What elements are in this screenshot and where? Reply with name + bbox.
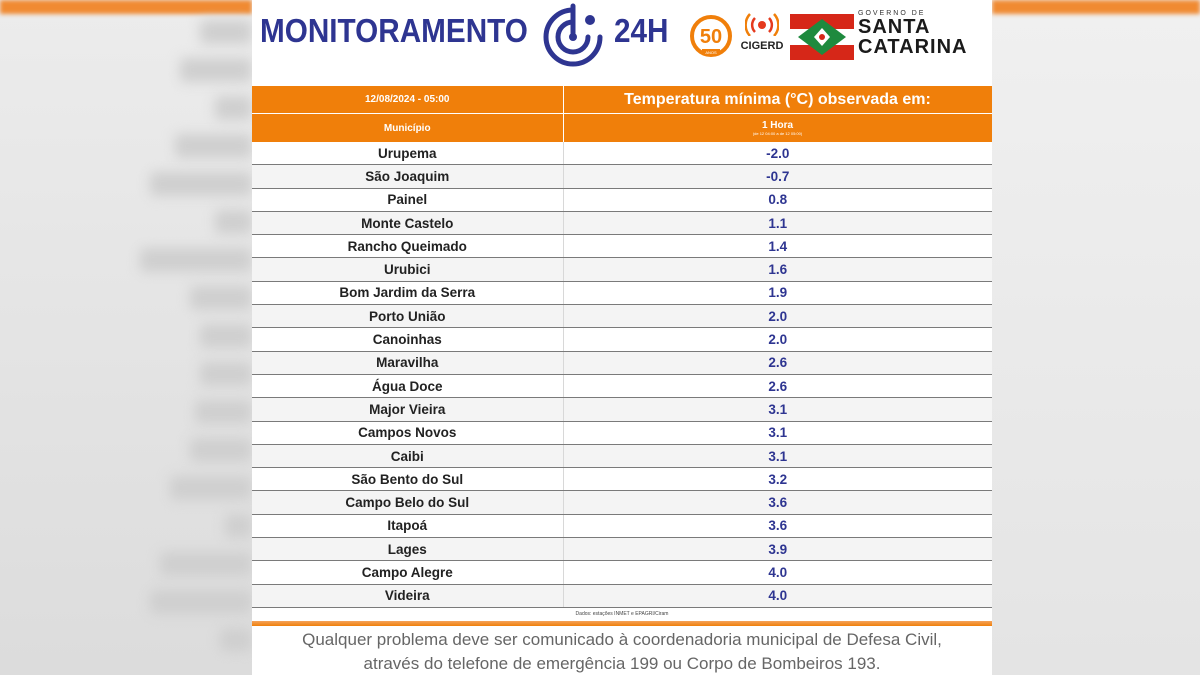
municipio-name: Major Vieira bbox=[252, 398, 563, 421]
min-temperature-value: -0.7 bbox=[563, 165, 992, 188]
column-header-municipio: Município bbox=[252, 114, 563, 143]
table-row bbox=[252, 211, 992, 234]
monitoring-radar-icon bbox=[538, 2, 608, 72]
min-temperature-value: 4.0 bbox=[563, 584, 992, 607]
table-row bbox=[252, 421, 992, 444]
data-source-note: Dados: estações INMET e EPAGRI/Ciram bbox=[575, 611, 669, 617]
background-orange-strip-right bbox=[992, 0, 1200, 14]
santa-catarina-flag bbox=[790, 14, 854, 60]
table-row bbox=[252, 374, 992, 397]
municipio-name: Campo Alegre bbox=[252, 561, 563, 584]
table-title: Temperatura mínima (°C) observada em: bbox=[563, 86, 992, 114]
table-row bbox=[252, 491, 992, 514]
table-row bbox=[252, 351, 992, 374]
municipio-name: Maravilha bbox=[252, 351, 563, 374]
background-blur-right bbox=[992, 0, 1200, 675]
svg-text:50: 50 bbox=[699, 26, 723, 48]
min-temperature-value: 3.1 bbox=[563, 421, 992, 444]
min-temperature-value: 1.4 bbox=[563, 235, 992, 258]
background-blurred-lines bbox=[0, 20, 252, 666]
report-header bbox=[252, 0, 992, 86]
table-row bbox=[252, 281, 992, 304]
table-row bbox=[252, 398, 992, 421]
min-temperature-value: 3.9 bbox=[563, 538, 992, 561]
cigerd-logo: CIGERD bbox=[738, 12, 786, 58]
table-row bbox=[252, 235, 992, 258]
state-government-wordmark: GOVERNO DE SANTA CATARINA bbox=[858, 10, 968, 58]
min-temperature-value: 3.6 bbox=[563, 491, 992, 514]
table-row bbox=[252, 328, 992, 351]
table-row bbox=[252, 584, 992, 607]
footer-divider bbox=[252, 621, 992, 626]
report-datetime: 12/08/2024 - 05:00 bbox=[252, 86, 563, 114]
signal-waves-icon bbox=[745, 12, 779, 36]
table-row bbox=[252, 444, 992, 467]
footer-notice bbox=[252, 628, 992, 675]
municipio-name: Campo Belo do Sul bbox=[252, 491, 563, 514]
brand-title: MONITORAMENTO bbox=[260, 12, 528, 49]
municipio-name: Porto União bbox=[252, 305, 563, 328]
table-row bbox=[252, 142, 992, 165]
min-temperature-value: 4.0 bbox=[563, 561, 992, 584]
min-temperature-value: 2.6 bbox=[563, 351, 992, 374]
table-row bbox=[252, 538, 992, 561]
min-temperature-value: 1.1 bbox=[563, 211, 992, 234]
municipio-name: Urupema bbox=[252, 142, 563, 165]
municipio-name: Urubici bbox=[252, 258, 563, 281]
column-header-period bbox=[563, 114, 992, 143]
municipio-name: Videira bbox=[252, 584, 563, 607]
background-blur-left bbox=[0, 0, 252, 675]
brand-24h: 24H bbox=[614, 12, 669, 49]
min-temperature-value: 1.6 bbox=[563, 258, 992, 281]
municipio-name: Itapoá bbox=[252, 514, 563, 537]
footer-line-1: Qualquer problema deve ser comunicado à coordenadoria municipal de Defesa Civil, bbox=[302, 630, 942, 649]
municipio-name: Rancho Queimado bbox=[252, 235, 563, 258]
min-temperature-value: 3.2 bbox=[563, 468, 992, 491]
table-row bbox=[252, 514, 992, 537]
municipio-name: Lages bbox=[252, 538, 563, 561]
table-row bbox=[252, 188, 992, 211]
municipio-name: São Joaquim bbox=[252, 165, 563, 188]
min-temperature-value: 0.8 bbox=[563, 188, 992, 211]
min-temperature-value: 1.9 bbox=[563, 281, 992, 304]
svg-text:ANOS: ANOS bbox=[705, 50, 717, 55]
table-header-row bbox=[252, 86, 992, 114]
municipio-name: São Bento do Sul bbox=[252, 468, 563, 491]
min-temperature-value: -2.0 bbox=[563, 142, 992, 165]
temperature-report-card bbox=[252, 0, 992, 675]
municipio-name: Monte Castelo bbox=[252, 211, 563, 234]
period-range: (de 12 04:00 a de 12 05:00) bbox=[752, 130, 803, 136]
table-row bbox=[252, 468, 992, 491]
background-orange-strip bbox=[0, 0, 252, 14]
min-temperature-value: 2.6 bbox=[563, 374, 992, 397]
table-row bbox=[252, 561, 992, 584]
min-temperature-value: 2.0 bbox=[563, 305, 992, 328]
min-temperature-value: 3.1 bbox=[563, 444, 992, 467]
table-row bbox=[252, 305, 992, 328]
table-subheader-row bbox=[252, 114, 992, 143]
period-label: 1 Hora bbox=[761, 119, 794, 131]
footer-line-2: através do telefone de emergência 199 ou Corpo de Bombeiros 193. bbox=[363, 654, 881, 673]
table-row bbox=[252, 258, 992, 281]
anniversary-50-logo bbox=[688, 14, 734, 58]
municipio-name: Bom Jardim da Serra bbox=[252, 281, 563, 304]
table-row bbox=[252, 165, 992, 188]
municipio-name: Campos Novos bbox=[252, 421, 563, 444]
municipio-name: Painel bbox=[252, 188, 563, 211]
municipio-name: Caibi bbox=[252, 444, 563, 467]
municipio-name: Água Doce bbox=[252, 374, 563, 397]
min-temperature-value: 2.0 bbox=[563, 328, 992, 351]
min-temperature-value: 3.6 bbox=[563, 514, 992, 537]
municipio-name: Canoinhas bbox=[252, 328, 563, 351]
temperature-table bbox=[252, 86, 992, 608]
min-temperature-value: 3.1 bbox=[563, 398, 992, 421]
